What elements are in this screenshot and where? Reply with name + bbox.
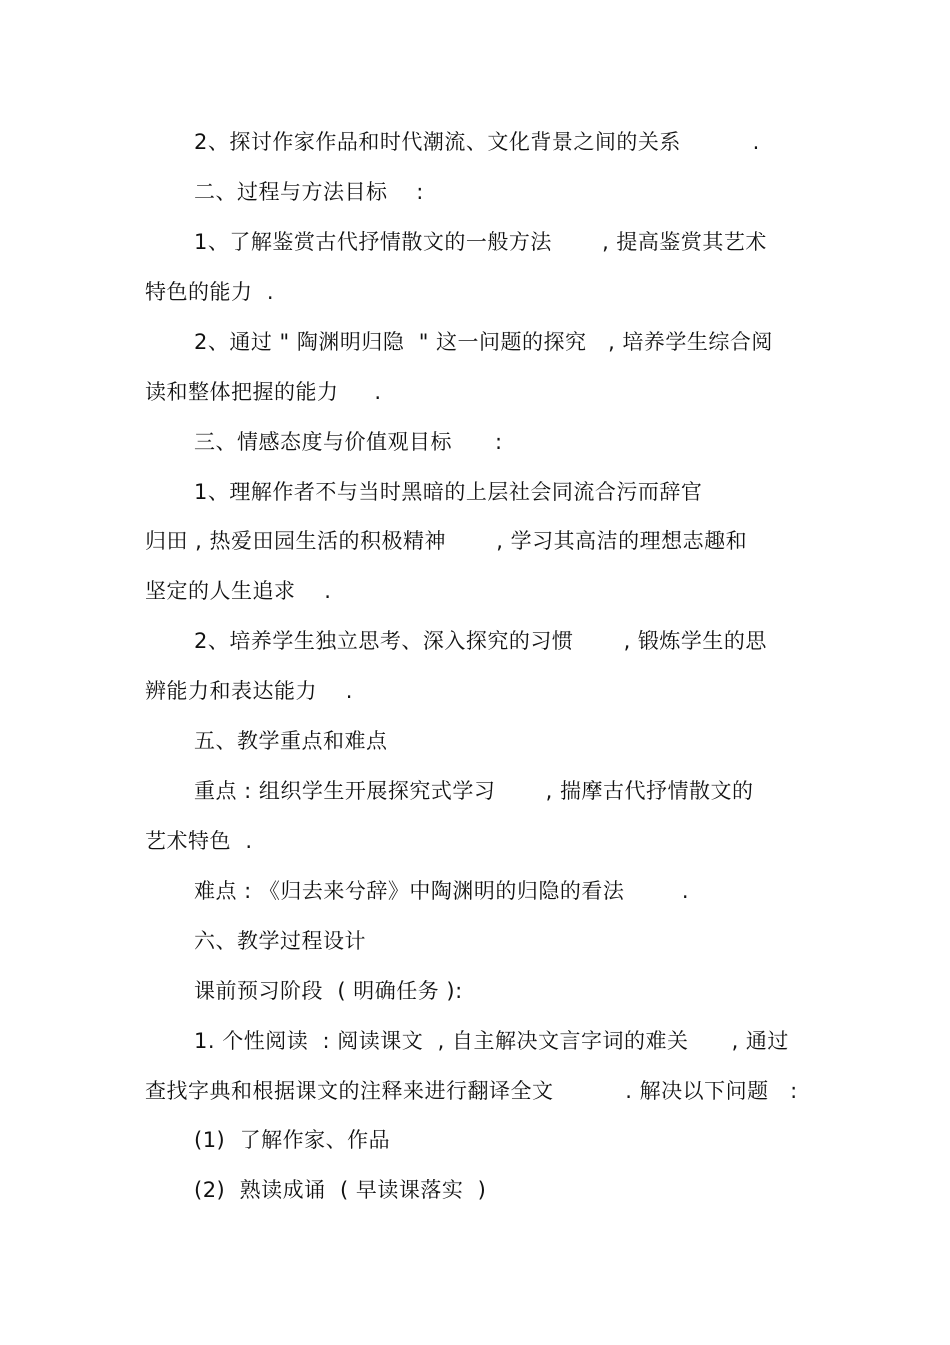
- text-line: 难点 : 《归去来兮辞》中陶渊明的归隐的看法 .: [194, 879, 690, 903]
- text-line: 归田 , 热爱田园生活的积极精神 , 学习其高洁的理想志趣和: [145, 529, 748, 553]
- list-item: (1) 了解作家、作品: [194, 1128, 391, 1152]
- text-line: 1. 个性阅读 : 阅读课文 , 自主解决文言字词的难关 , 通过: [194, 1029, 789, 1053]
- section-heading: 六、教学过程设计: [194, 929, 366, 953]
- section-heading: 五、教学重点和难点: [194, 729, 388, 753]
- text-line: 2、探讨作家作品和时代潮流、文化背景之间的关系 .: [194, 130, 760, 154]
- text-line: 课前预习阶段 ( 明确任务 ):: [194, 979, 463, 1003]
- text-line: 辨能力和表达能力 .: [145, 679, 353, 703]
- text-line: 1、理解作者不与当时黑暗的上层社会同流合污而辞官: [194, 480, 703, 504]
- section-heading: 三、情感态度与价值观目标 :: [194, 430, 503, 454]
- text-line: 读和整体把握的能力 .: [145, 380, 382, 404]
- list-item: (2) 熟读成诵 ( 早读课落实 ): [194, 1178, 487, 1202]
- text-line: 艺术特色 .: [145, 829, 253, 853]
- text-line: 1、了解鉴赏古代抒情散文的一般方法 , 提高鉴赏其艺术: [194, 230, 767, 254]
- text-line: 2、培养学生独立思考、深入探究的习惯 , 锻炼学生的思: [194, 629, 767, 653]
- text-line: 2、通过 " 陶渊明归隐 " 这一问题的探究 , 培养学生综合阅: [194, 330, 773, 354]
- text-line: 重点 : 组织学生开展探究式学习 , 揣摩古代抒情散文的: [194, 779, 754, 803]
- text-line: 查找字典和根据课文的注释来进行翻译全文 . 解决以下问题 :: [145, 1079, 798, 1103]
- text-line: 坚定的人生追求 .: [145, 579, 332, 603]
- section-heading: 二、过程与方法目标 :: [194, 180, 424, 204]
- text-line: 特色的能力 .: [145, 280, 275, 304]
